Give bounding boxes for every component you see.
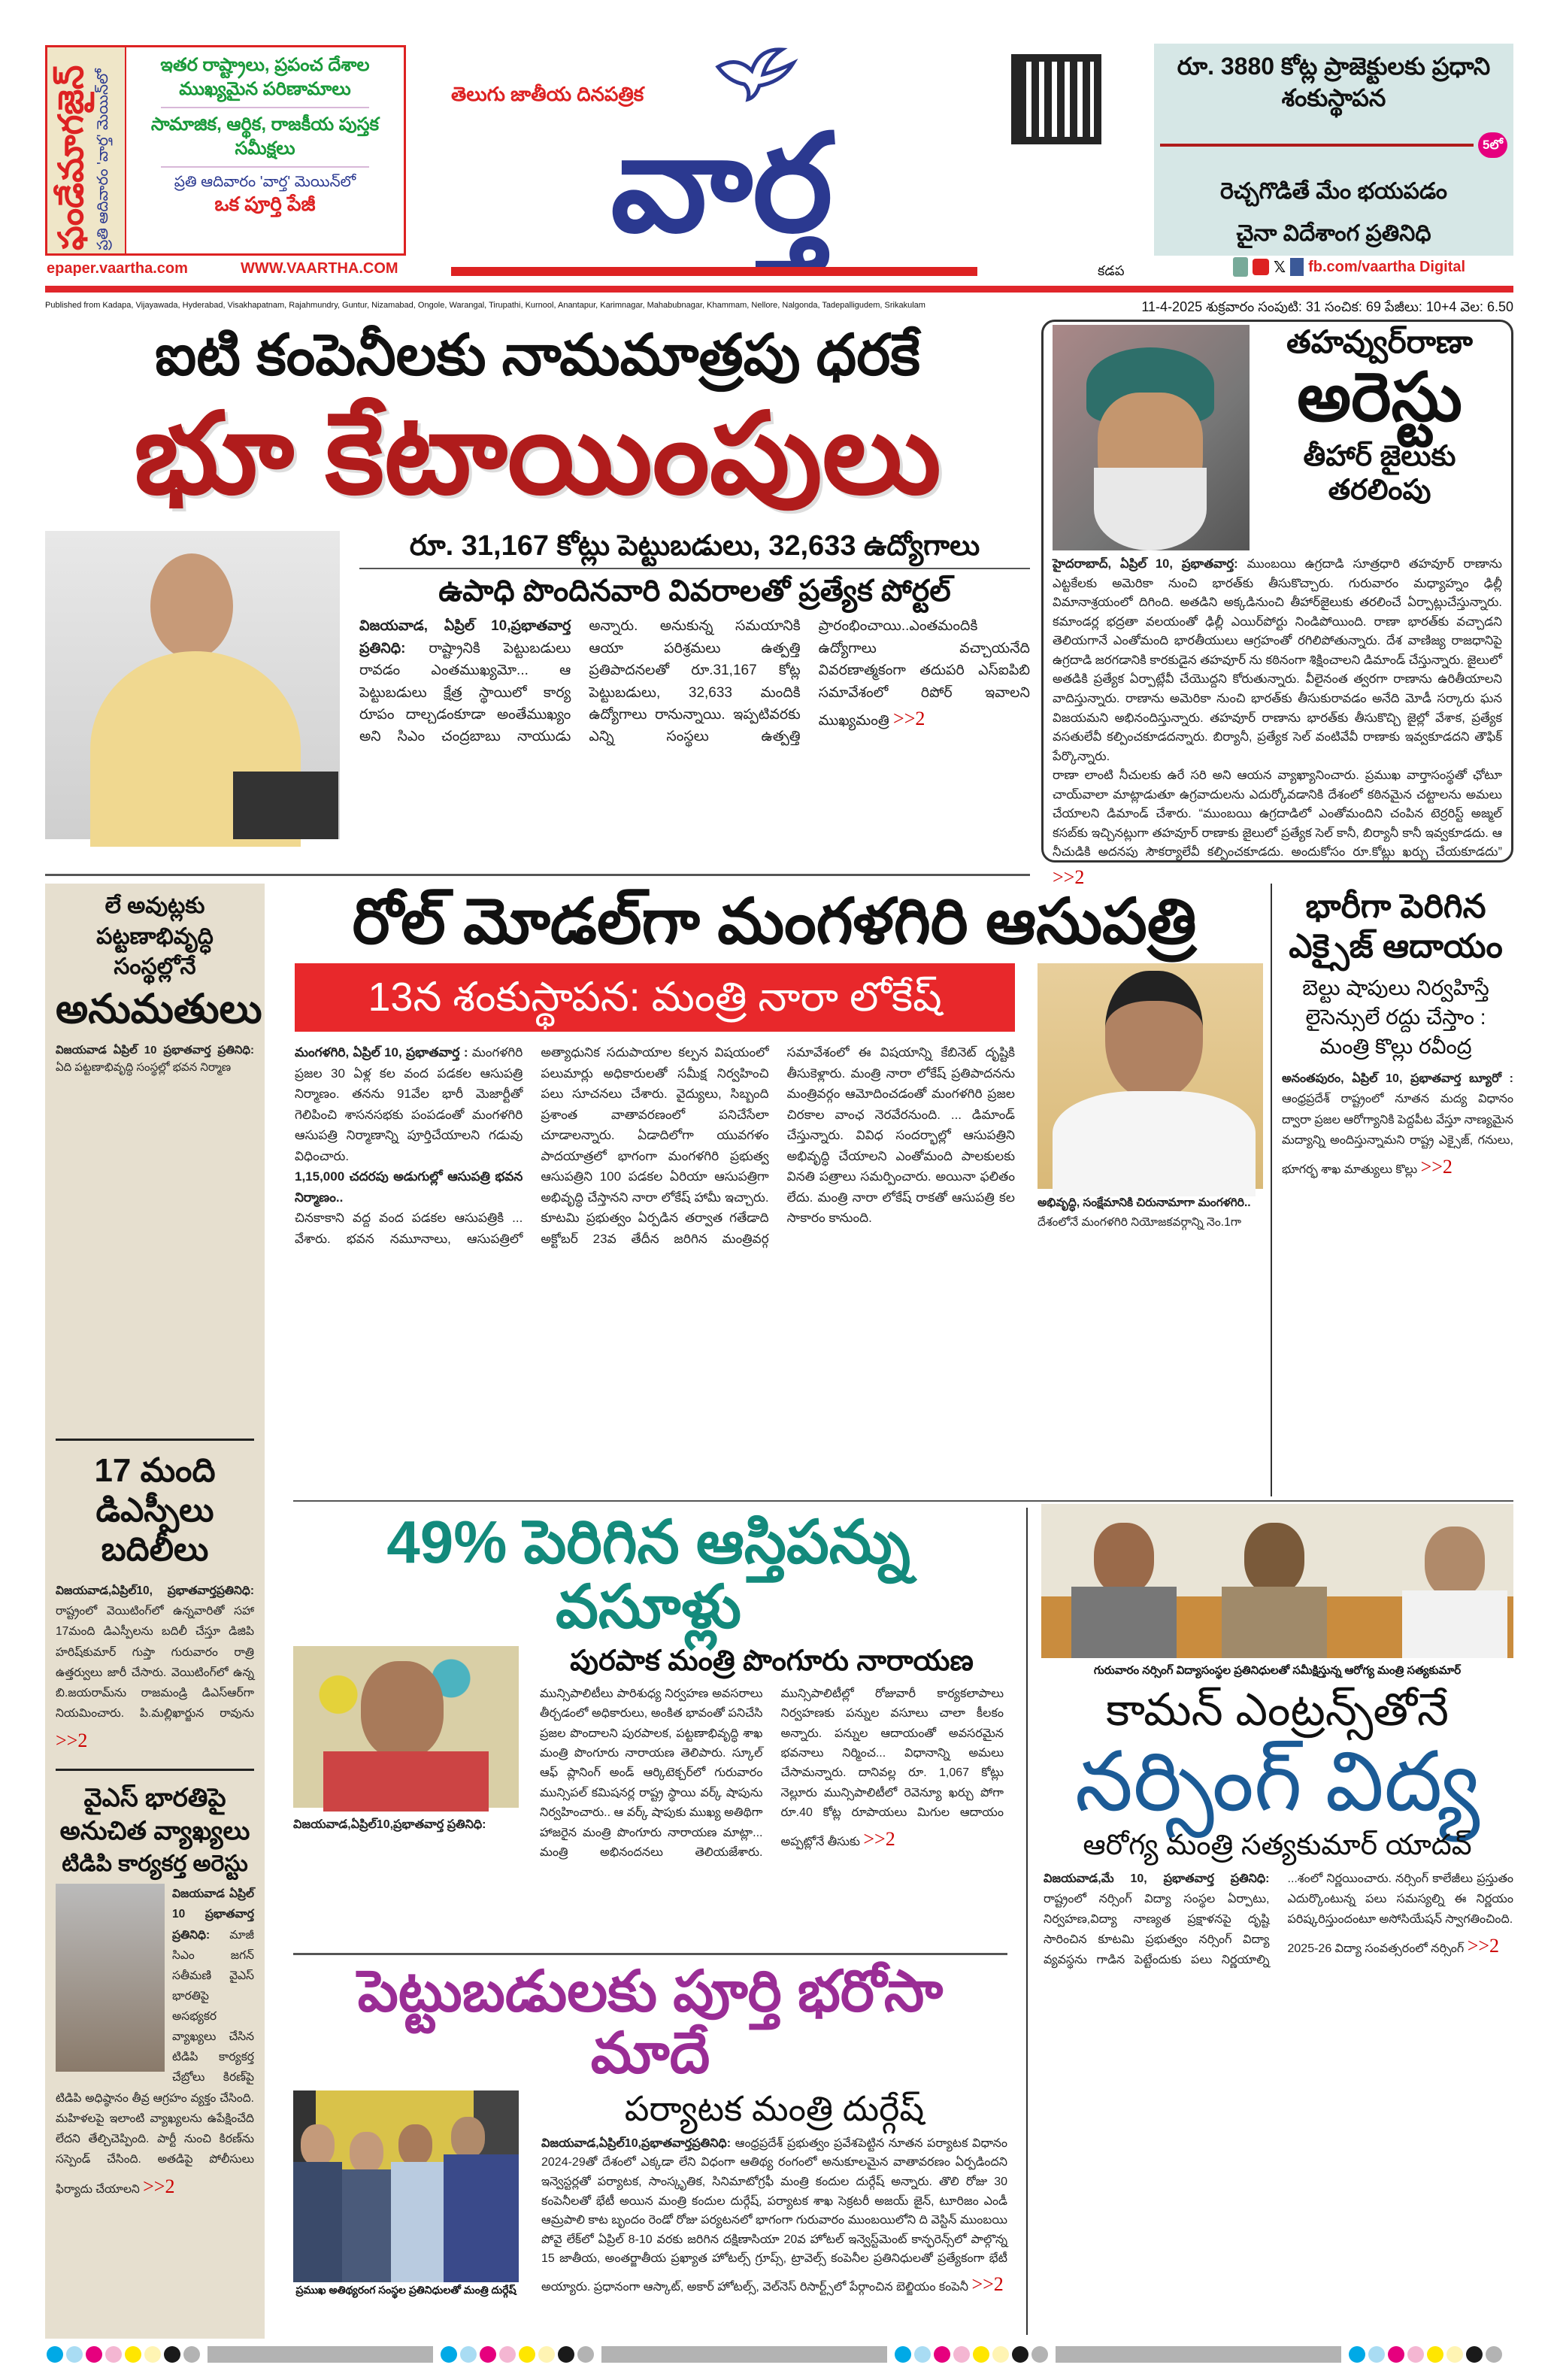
mangalagiri-body-text: మంగళగిరి ప్రజల 30 ఏళ్ల కల వంద పడకల ఆసుపత్రి నిర్మాణం. తనను 91వేల భారీ మెజార్టీతో గెలిపించి శాసనసభకు పంపడంతో మంగళగిరి ఆసుపత్రి నిర్మాణాన్ని పూర్తిచేయాలని గడువు విధించారు.	[295, 1045, 523, 1163]
continued-marker[interactable]: >>2	[863, 1827, 895, 1850]
registration-dot	[125, 2346, 141, 2363]
promo-item: సామాజిక, ఆర్థిక, రాజకీయ పుస్తక సమీక్షలు	[150, 114, 380, 159]
website-link[interactable]: WWW.VAARTHA.COM	[241, 260, 398, 277]
tourism-body	[541, 2134, 1007, 2307]
tourism-story	[293, 1961, 1007, 2307]
section-divider	[45, 874, 1030, 876]
nursing-body	[1041, 1869, 1513, 2339]
promo-headline[interactable]: రూ. 3880 కోట్ల ప్రాజెక్టులకు ప్రధాని శంకుస్థాపన	[1177, 53, 1491, 111]
registration-dot	[519, 2346, 535, 2363]
arrested-person-photo	[56, 1884, 165, 2072]
facebook-icon[interactable]	[1290, 258, 1304, 276]
tahawwur-body-text: ముంబయి ఉగ్రదాడి సూత్రధారి తహవూర్ రాణాను ఎట్టకేలకు అమెరికా నుంచి భారత్‌కు తీసుకొచ్చారు. గురువారం మధ్యాహ్నం ఢిల్లీ విమానాశ్రయంలో దిగింది. అతడిని అక్కడినుంచి తీహార్‌జైలుకు తరలించే ఏర్పాట్లుచేస్తున్నారు. కమాండర్ల భద్రతా వలయంతో ఢిల్లీ ఎయిర్‌పోర్టు నిండిపోయింది. రాణా భారత్‌కు వచ్చాడని తెలియగానే ఎంతోమంది భారతీయులు ఆగ్రహంతో రగిలిపోతున్నారు. దేశ వాణిజ్య రాజధానిపై ఉగ్రదాడి జరగడానికి కారకుడైన తహవూర్ ను కఠినంగా శిక్షించాలని డిమాండ్ చేస్తున్నారు. జైలులో అతడికి ప్రత్యేక ఏర్పాట్లేవీ చేయొద్దని కోరుతున్నారు. వీలైనంత త్వరగా రాణాను ఉరితీయాలని వాదిస్తున్నారు. రాణాను అమెరికా నుంచి భారత్‌కు తీసుకురావడం అనేది మోడీ సర్కారు ఘన విజయమని అభినందిస్తున్నారు. తహవూర్ రాణాను భారత్‌కు తీసుకొచ్చి జైల్లో వేశాక, ప్రత్యేక వసతులేవీ కల్పించకూడదన్నారు. బిర్యానీ, ప్రత్యేక సెల్ వంటివేవీ రాణాకు ఇవ్వకూడదని తౌఫిక్ పేర్కొన్నారు.	[1053, 557, 1502, 763]
nursing-body-text-2: 2025-26 విద్యా సంవత్సరంలో నర్సింగ్	[1287, 1942, 1465, 1956]
tourism-headline[interactable]: పెట్టుబడులకు పూర్తి భరోసా మాదే	[357, 1960, 944, 2086]
youtube-icon[interactable]	[1253, 259, 1269, 275]
mangalagiri-body-text-3: యువగళం పాదయాత్రలో భాగంగా మంగళగిరి ప్రభుత్వ ఆసుపత్రిని 100 పడకల ఏరియా ఆసుపత్రిగా అభివృద్ధి చేస్తానని నారా లోకేష్ హామీ ఇచ్చారు. కూటమి ప్రభుత్వం ఏర్పడిన తర్వాత గతేడాది అక్టోబర్ 23వ తేదీన జరిగిన మంత్రివర్గ సమావేశంలో ఈ విషయాన్ని కేబినెట్ దృష్టికి తీసుకెళ్లారు. మంత్రి నారా లోకేష్ ప్రతిపాదనను మంత్రివర్గం ఆమోదించడంతో మంగళగిరి ప్రజల చిరకాల వాంఛ నెరవేరనుంది. ... డిమాండ్ చేస్తున్నారు. వివిధ సందర్భాల్లో ఆసుపత్రిని అభివృద్ధి చేయాలని ఎంతోమంది పాలకులకు వినతి పత్రాలు సమర్పించారు. అయినా ఫలితం లేదు. మంత్రి నారా లోకేష్ రాకతో ఆసుపత్రి కల సాకారం కానుంది.	[541, 1045, 1015, 1246]
tourism-minister-photo	[293, 2090, 519, 2278]
promo-right-box	[1154, 44, 1513, 256]
registration-dot	[953, 2346, 970, 2363]
continued-marker[interactable]: >>2	[143, 2175, 175, 2198]
excise-dateline: అనంతపురం, ఏప్రిల్ 10, ప్రభాతవార్త బ్యూరో :	[1282, 1072, 1513, 1086]
funday-title: ఫండేమాగజైన్	[51, 65, 90, 250]
lead-subhead: రూ. 31,167 కోట్లు పెట్టుబడులు, 32,633 ఉద్యోగాలు	[409, 530, 980, 562]
property-tax-body	[540, 1684, 1004, 1948]
tahawwur-rana-photo	[1053, 325, 1250, 550]
registration-dot	[1368, 2346, 1385, 2363]
property-tax-story	[293, 1510, 1004, 1948]
property-tax-subhead: పురపాక మంత్రి పొంగూరు నారాయణ	[570, 1645, 974, 1677]
health-minister-meeting-photo	[1041, 1504, 1513, 1658]
issue-dateline: 11-4-2025 శుక్రవారం సంపుటి: 31 సంచిక: 69 పేజీలు: 10+4 వెల: 6.50	[1141, 299, 1513, 314]
mangalagiri-headline[interactable]: రోల్ మోడల్‌గా మంగళగిరి ఆసుపత్రి	[352, 886, 1197, 957]
published-from: Published from Kadapa, Vijayawada, Hyderabad, Visakhapatnam, Rajahmundry, Guntur, Nizamabad, Ongole, Warangal, Tirupathi, Kurnool, Anantapur, Karimnagar, Mahabubnagar, Khammam, Nellore, Nalgonda, Tadepalligudem, Srikakulam	[45, 301, 925, 310]
sidebar-dateline: విజయవాడ ఏప్రిల్ 10 ప్రభాతవార్త ప్రతినిధి:	[56, 1043, 254, 1057]
lead-story	[45, 325, 1030, 870]
property-tax-body-text: మున్సిపాలిటీలు పారిశుధ్య నిర్వహణ అవసరాలు తీర్చడంలో అధికారులు, అంకిత భావంతో పనిచేసి ప్రజల పొందాలని పురపాలక, పట్టణాభివృద్ధి శాఖ మంత్రి పొంగూరు నారాయణ తెలిపారు. స్కూల్ ఆఫ్ ప్లానింగ్ అండ్ ఆర్కిటెక్చర్‌లో గురువారం మున్సిపల్ కమిషనర్ల రాష్ట్ర స్థాయి వర్క్ షాపును నిర్వహించారు.. ఆ వర్క్ షాపుకు ముఖ్య అతిథిగా హాజరైన మంత్రి పొంగూరు నారాయణ మాట్లా... మంత్రి అభినందనలు తెలియజేశారు. మున్సిపాలిటీల్లో రోజువారీ కార్యకలాపాలు నిర్వహణకు పన్నుల వసూలు చాలా కీలకం అన్నారు. పన్నుల ఆదాయంతో అవసరమైన భవనాలు నిర్మించ... విధానాన్ని అమలు చేసామన్నారు. దానివల్ల రూ. 1,067 కోట్లు నెల్లూరు మున్సిపాలిటీలో రెవెన్యూ ఖర్చు పోగా రూ.40 కోట్ల రూపాయలు మిగుల ఆదాయం అప్పట్లోనే తీసుకు	[540, 1687, 1004, 1859]
section-divider	[293, 1953, 1007, 1955]
chief-minister-photo	[45, 531, 340, 839]
column-divider	[1271, 884, 1272, 1496]
sidebar-story-body	[56, 1041, 254, 1433]
continued-marker[interactable]: >>2	[1053, 866, 1085, 888]
registration-dot	[538, 2346, 555, 2363]
registration-dot	[992, 2346, 1009, 2363]
registration-dot	[934, 2346, 950, 2363]
tourism-subhead: పర్యాటక మంత్రి దుర్గేష్	[624, 2089, 925, 2129]
registration-dot	[1388, 2346, 1404, 2363]
logo-wordmark: వార్త	[610, 108, 833, 259]
sidebar-body-text: ఏది పట్టణాభివృద్ధి సంస్థల్లో భవన నిర్మాణ	[56, 1061, 232, 1075]
excise-body	[1278, 1069, 1513, 1184]
lead-body-text: రాష్ట్రానికి పెట్టుబడులు రావడం ఎంతముఖ్యమో... ఆ పెట్టుబడులు క్షేత్ర స్థాయిలో కార్య రూపం దాల్చడంకూడా అంతేముఖ్యం అని సిఎం చంద్రబాబు నాయుడు అన్నారు. అనుకున్న సమయానికి ఆయా పరిశ్రమలు ఉత్పత్తి ప్రతిపాదనలతో రూ.31,167 కోట్ల పెట్టుబడులు, 32,633 మందికి ఉద్యోగాలు రానున్నాయి. ఇప్పటివరకు ఎన్ని సంస్థలు ఉత్పత్తి ప్రారంభించాయి..ఎంతమందికి ఉద్యోగాలు వచ్చాయనేది వివరణాత్మకంగా తదుపరి ఎస్ఐపిబి సమావేశంలో రిపోర్ ఇవాలని ముఖ్యమంత్రి	[359, 618, 1030, 745]
sidebar-headline-3[interactable]: వైఎస్ భారతిపై అనుచిత వ్యాఖ్యలు	[59, 1783, 250, 1845]
tahawwur-dateline: హైదరాబాద్, ఏప్రిల్ 10, ప్రభాతవార్త:	[1053, 557, 1238, 571]
tahawwur-headline-2[interactable]: అరెస్టు	[1297, 360, 1462, 436]
excise-body-text: ఆంధ్రప్రదేశ్ రాష్ట్రంలో నూతన మద్య విధానం ద్వారా ప్రజల ఆరోగ్యానికి పెద్దపీట వేస్తూ నాణ్యమైన మద్యాన్ని అందిస్తున్నామని రాష్ట్ర ఎక్సైజ్, గనులు, భూగర్భ శాఖ మాత్యులు కొల్లు	[1282, 1093, 1513, 1176]
masthead-logo	[444, 45, 1015, 278]
property-tax-headline[interactable]: 49% పెరిగిన ఆస్తిపన్ను వసూళ్లు	[386, 1508, 910, 1641]
registration-dot	[480, 2346, 496, 2363]
epaper-link[interactable]: epaper.vaartha.com	[47, 260, 188, 277]
lead-body	[359, 615, 1030, 870]
nursing-dateline: విజయవాడ,మే 10, ప్రభాతవార్త ప్రతినిధి:	[1044, 1872, 1270, 1885]
sidebar-body-text: రాష్ట్రంలో వెయిటింగ్‌లో ఉన్నవారితో సహా 17మంది డిఎస్పీలను బదిలీ చేస్తూ డిజిపి హరిష్‌కుమార్ గుప్తా గురువారం రాత్రి ఉత్తర్వులు జారీ చేసారు. వెయిటింగ్‌లో ఉన్న బి.జయరామ్‌ను రాజమండ్రి డిఎస్ఆర్‌గా నియమించారు. పి.మల్లిఖార్జున రావును	[56, 1605, 254, 1720]
edition-label: కడప	[1098, 263, 1125, 278]
registration-dot	[66, 2346, 83, 2363]
section-divider	[293, 1500, 1513, 1502]
left-sidebar	[45, 884, 265, 2339]
tahawwur-body	[1053, 555, 1502, 893]
sidebar-headline[interactable]: అనుమతులు	[56, 986, 262, 1032]
continued-marker[interactable]: >>2	[1420, 1155, 1453, 1178]
nursing-story	[1041, 1504, 1513, 2339]
facebook-link[interactable]: fb.com/vaartha Digital	[1308, 258, 1466, 275]
funday-vertical-banner	[47, 47, 126, 253]
social-links	[1233, 257, 1465, 277]
sidebar-body-text: మాజీ సిఎం జగన్ సతీమణి వైఎస్ భారతిపై అసభ్యకర వ్యాఖ్యలు చేసిన టిడిపి కార్యకర్త చేబ్రోలు కిరణ్‌పై టిడిపి అధిష్ఠానం తీవ్ర ఆగ్రహం వ్యక్తం చేసింది. మహిళలపై ఇలాంటి వ్యాఖ్యలను ఉపేక్షించేది లేదని తేల్చిచెప్పింది. పార్టీ నుంచి కిరణ్‌ను సస్పెండ్ చేసింది. అతడిపై పోలీసులు ఫిర్యాదు చేయాలని	[56, 1928, 254, 2197]
promo-left-box	[45, 45, 406, 256]
caption-body: దేశంలోనే మంగళగిరి నియోజకవర్గాన్ని నెం.1గా	[1038, 1216, 1241, 1229]
lokesh-caption	[1038, 1193, 1263, 1233]
dove-icon	[714, 48, 797, 101]
registration-dot	[895, 2346, 911, 2363]
registration-dot	[1012, 2346, 1028, 2363]
sidebar-dateline: విజయవాడ ఏప్రిల్ 10 ప్రభాతవార్త ప్రతినిధి:	[172, 1887, 254, 1942]
excise-headline[interactable]: భారీగా పెరిగిన ఎక్సైజ్ ఆదాయం	[1289, 888, 1503, 965]
registration-dot	[914, 2346, 931, 2363]
registration-dot	[164, 2346, 180, 2363]
mangalagiri-dateline: మంగళగిరి, ఏప్రిల్ 10, ప్రభాతవార్త :	[295, 1045, 468, 1060]
photo-caption: అభివృద్ధి, సంక్షేమానికి చిరునామాగా మంగళగిరి..	[1038, 1196, 1251, 1209]
registration-dot	[1407, 2346, 1424, 2363]
registration-dot	[183, 2346, 200, 2363]
continued-marker[interactable]: >>2	[56, 1730, 88, 1752]
tahawwur-headline-1[interactable]: తహవ్వుర్‌రాణా	[1286, 324, 1473, 359]
tourism-body-text: ఆంధ్రప్రదేశ్ ప్రభుత్వం ప్రవేశపెట్టిన నూతన పర్యాటక విధానం 2024-29తో దేశంలో ఎక్కడా లేని విధంగా ఆతిథ్య రంగంలో అనుకూలమైన వాతావరణం ఏర్పడిందని ఇన్వెస్టర్లతో పర్యాటక, సాంస్కృతిక, సినిమాటోగ్రఫీ మంత్రి కందుల దుర్గేష్ అన్నారు. తొలి రోజు 30 కంపెనీలతో భేటీ అయిన మంత్రి కందుల దుర్గేష్, పర్యాటక శాఖ సెక్రటరీ అజయ్ జైన్, టూరిజం ఎండీ ఆమ్రపాలి కాట బృందం రెండో రోజు పర్యటనలో భాగంగా గురువారం ముంబయిలోని ది వెస్టిన్ ముంబయి పోవై లేక్‌లో ఏప్రిల్ 8-10 వరకు జరిగిన దక్షిణాసియా 20వ హోటల్ ఇన్వెస్ట్‌మెంట్ కాన్ఫరెన్స్‌లో పాల్గొన్న 15 జాతీయ, అంతర్జాతీయ ప్రఖ్యాత హోటల్స్ గ్రూప్స్, ట్రావెల్స్ కంపెనీల ప్రతినిధులతో ప్రత్యేకంగా భేటీ అయ్యారు. ప్రధానంగా ఆస్కాట్, అకార్ హోటల్స్, వెల్‌నెస్ రిసార్ట్స్‌లో పేర్గాంచిన బెల్జియం కంపెనీ	[541, 2136, 1007, 2294]
sidebar-subhead-3: టిడిపి కార్యకర్త అరెస్టు	[62, 1851, 248, 1876]
tahawwur-body-text-2: రాణా లాంటి నీచులకు ఉరే సరి అని ఆయన వ్యాఖ్యానించారు. ప్రముఖ వార్తాసంస్థతో ఛోటూ చాయ్‌వాలా మాట్లాడుతూ ఉగ్రవాదులను ఎదుర్కోవడానికి దేశంలో కఠినమైన చట్టాలను అమలు చేయాలని డిమాండ్ చేశారు. “ముంబయి ఉగ్రదాడిలో ఎంతోమందిని చంపిన టెర్రరిస్ట్ అజ్మల్ కసబ్‌కు ఇచ్చినట్లుగా తహవూర్ రాణాకు జైలులో ప్రత్యేక సెల్ కానీ, బిర్యానీ కానీ ఇవ్వకూడదు. ఆ నీచుడికి అదనపు సౌకర్యాలేవీ కల్పించకూడదు. అందుకోసం రూ.కోట్లు ఖర్చు చేయకూడదు”	[1053, 769, 1502, 860]
tourism-photo-caption: ప్రముఖ అతిథ్యరంగ సంస్థల ప్రతినిధులతో మంత్రి దుర్గేష్	[295, 2284, 516, 2297]
lead-subhead-2: ఉపాధి పొందినవారి వివరాలతో ప్రత్యేక పోర్టల్	[438, 575, 951, 608]
lead-kicker[interactable]: ఐటి కంపెనీలకు నామమాత్రపు ధరకే	[155, 323, 920, 387]
promo-item: ప్రతి ఆదివారం 'వార్త' మెయిన్‌లో	[174, 173, 356, 190]
sidebar-headline-2[interactable]: 17 మంది డిఎస్పీలు బదిలీలు	[94, 1451, 216, 1569]
narayana-photo	[293, 1646, 519, 1808]
continued-marker[interactable]: >>2	[1467, 1935, 1500, 1957]
excise-subhead: బెల్టు షాపులు నిర్వహిస్తే లైసెన్సులే రద్దు చేస్తాం : మంత్రి కొల్లు రవీంద్ర	[1302, 975, 1489, 1058]
registration-dot	[441, 2346, 457, 2363]
continued-marker[interactable]: >>2	[971, 2272, 1004, 2295]
funday-subtitle: ప్రతి ఆదివారం 'వార్త' మెయిన్‌లో	[95, 68, 111, 250]
app-store-icon[interactable]	[1233, 257, 1248, 277]
mangalagiri-story	[286, 887, 1263, 1496]
sidebar-dateline: విజయవాడ,ఏప్రిల్10, ప్రభాతవార్తప్రతినిధి:	[56, 1584, 254, 1598]
registration-dot	[105, 2346, 122, 2363]
registration-dot	[86, 2346, 102, 2363]
registration-dot	[1486, 2346, 1502, 2363]
registration-dot	[558, 2346, 574, 2363]
registration-dot	[577, 2346, 594, 2363]
registration-dot	[1427, 2346, 1443, 2363]
page-badge: 5లో	[1478, 132, 1507, 158]
mangalagiri-banner: 13న శంకుస్థాపన: మంత్రి నారా లోకేష్	[295, 963, 1015, 1032]
x-icon[interactable]: 𝕏	[1274, 259, 1286, 276]
promo-item: ఇతర రాష్ట్రాలు, ప్రపంచ దేశాల ముఖ్యమైన పరిణామాలు	[160, 55, 370, 100]
logo-underline	[451, 267, 977, 276]
sidebar-kicker[interactable]: లే అవుట్లకు పట్టణాభివృద్ధి సంస్థల్లోనే	[96, 893, 214, 979]
tourism-dateline: విజయవాడ,ఏప్రిల్10,ప్రభాతవార్తప్రతినిధి:	[541, 2136, 732, 2150]
nursing-subhead: ఆరోగ్య మంత్రి సత్యకుమార్ యాదవ్	[1083, 1829, 1472, 1861]
promo-item: ఒక పూర్తి పేజీ	[214, 192, 316, 215]
registration-dot	[973, 2346, 989, 2363]
nara-lokesh-photo	[1038, 963, 1263, 1189]
promo-headline[interactable]: రెచ్చగొడితే మేం భయపడం	[1220, 178, 1447, 204]
registration-dot	[499, 2346, 516, 2363]
nursing-headline[interactable]: నర్సింగ్ విద్య	[1074, 1735, 1480, 1828]
registration-dot	[1466, 2346, 1483, 2363]
nursing-body-text: రాష్ట్రంలో నర్సింగ్ విద్యా సంస్థల ఏర్పాటు, నిర్వహణ,విద్యా నాణ్యత ప్రక్షాళనపై దృష్టి సారించిన కూటమి ప్రభుత్వం నర్సింగ్ విద్యా వ్యవస్థను గాడిన పెట్టేందుకు పలు నిర్ణయాల్ని ...శంలో నిర్ణయించారు. నర్సింగ్ కాలేజీలు ప్రస్తుతం ఎదుర్కొంటున్న పలు సమస్యల్ని ఈ నిర్ణయం పరిష్కరిస్తుందంటూ అసోసియేషన్ స్వాగతించింది.	[1044, 1872, 1513, 1967]
nursing-kicker[interactable]: కామన్ ఎంట్రన్స్‌తోనే	[1105, 1684, 1449, 1735]
registration-dot	[144, 2346, 161, 2363]
promo-subhead: చైనా విదేశాంగ ప్రతినిధి	[1236, 221, 1431, 247]
masthead-red-rule	[45, 286, 1513, 293]
continued-marker[interactable]: >>2	[893, 708, 925, 730]
excise-story	[1278, 887, 1513, 1496]
registration-dot	[460, 2346, 477, 2363]
qr-code[interactable]	[1011, 54, 1101, 144]
mangalagiri-body	[295, 1042, 1015, 1496]
property-tax-lead	[293, 1815, 519, 1835]
masthead-tagline: తెలుగు జాతీయ దినపత్రిక	[451, 83, 644, 105]
mangalagiri-inline-subhead: 1,15,000 చదరపు అడుగుల్లో ఆసుపత్రి భవన నిర్మాణం..	[295, 1169, 523, 1205]
lead-dateline: విజయవాడ, ఏప్రిల్ 10,ప్రభాతవార్త ప్రతినిధి:	[359, 618, 571, 656]
print-registration-bar	[45, 2345, 1513, 2364]
tahawwur-story-box	[1041, 320, 1513, 888]
column-divider	[1026, 1508, 1028, 2335]
tahawwur-subhead: తీహార్ జైలుకు తరలింపు	[1303, 440, 1456, 507]
sidebar-story-2-body	[56, 1581, 254, 1757]
lead-headline[interactable]: భూ కేటాయింపులు	[134, 390, 941, 517]
divider	[359, 568, 1030, 569]
mangalagiri-body-text-2: చినకాకాని వద్ద వంద పడకల ఆసుపత్రికి ... వేశారు. భవన నమూనాలు, ఆసుపత్రిలో అత్యాధునిక సదుపాయాల కల్పన విషయంలో పలుమార్లు అధికారులతో సమీక్ష నిర్వహించి పలు సూచనలు చేశారు. వైద్యులు, సిబ్బంది ప్రశాంత వాతావరణంలో పనిచేసేలా చూడాలన్నారు. ఏడాదిలోగా	[295, 1045, 769, 1246]
registration-dot	[47, 2346, 63, 2363]
nursing-photo-caption: గురువారం నర్సింగ్ విద్యాసంస్థల ప్రతినిధులతో సమీక్షిస్తున్న ఆరోగ్య మంత్రి సత్యకుమార్	[1093, 1664, 1462, 1677]
registration-dot	[1349, 2346, 1365, 2363]
registration-dot	[1446, 2346, 1463, 2363]
property-tax-dateline: విజయవాడ,ఏప్రిల్10,ప్రభాతవార్త ప్రతినిధి:	[293, 1818, 486, 1831]
registration-dot	[1031, 2346, 1048, 2363]
